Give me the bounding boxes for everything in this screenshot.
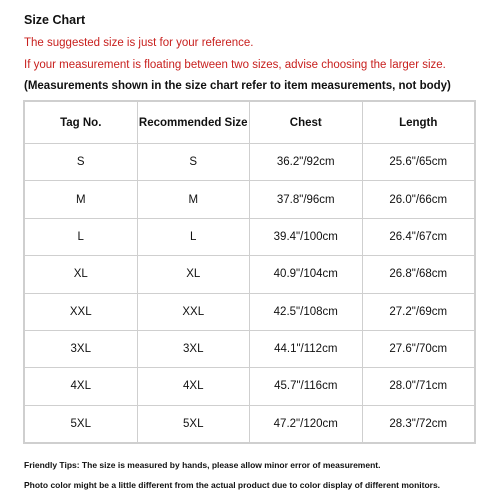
cell-recommended: S <box>137 144 250 181</box>
cell-recommended: 4XL <box>137 368 250 405</box>
friendly-tips: Friendly Tips: The size is measured by hands, please allow minor error of measurement. <box>24 460 381 470</box>
cell-length: 28.0"/71cm <box>362 368 475 405</box>
cell-recommended: 5XL <box>137 405 250 442</box>
cell-tag: M <box>25 181 138 218</box>
cell-chest: 42.5"/108cm <box>250 293 363 330</box>
cell-tag: XXL <box>25 293 138 330</box>
measurement-note: (Measurements shown in the size chart refer to item measurements, not body) <box>24 80 451 92</box>
table-row <box>25 368 475 405</box>
cell-recommended: L <box>137 218 250 255</box>
cell-chest: 36.2"/92cm <box>250 144 363 181</box>
reference-note: The suggested size is just for your reference. <box>24 37 254 49</box>
cell-length: 26.0"/66cm <box>362 181 475 218</box>
header-tag-no: Tag No. <box>25 102 138 144</box>
cell-chest: 40.9"/104cm <box>250 256 363 293</box>
table-row <box>25 405 475 442</box>
table-row <box>25 330 475 367</box>
cell-tag: XL <box>25 256 138 293</box>
table-row <box>25 144 475 181</box>
header-recommended-size: Recommended Size <box>137 102 250 144</box>
size-table <box>23 100 476 444</box>
cell-length: 25.6"/65cm <box>362 144 475 181</box>
header-length: Length <box>362 102 475 144</box>
cell-recommended: 3XL <box>137 330 250 367</box>
table-row <box>25 293 475 330</box>
table-row <box>25 256 475 293</box>
table-row <box>25 181 475 218</box>
page-title: Size Chart <box>24 13 86 27</box>
cell-chest: 44.1"/112cm <box>250 330 363 367</box>
header-chest: Chest <box>250 102 363 144</box>
cell-tag: 5XL <box>25 405 138 442</box>
larger-size-advice: If your measurement is floating between two sizes, advise choosing the larger size. <box>24 59 446 71</box>
cell-tag: 4XL <box>25 368 138 405</box>
cell-length: 28.3"/72cm <box>362 405 475 442</box>
cell-length: 26.8"/68cm <box>362 256 475 293</box>
cell-chest: 39.4"/100cm <box>250 218 363 255</box>
cell-recommended: M <box>137 181 250 218</box>
cell-length: 27.6"/70cm <box>362 330 475 367</box>
table-header-row <box>25 102 475 144</box>
cell-chest: 47.2"/120cm <box>250 405 363 442</box>
cell-recommended: XXL <box>137 293 250 330</box>
cell-recommended: XL <box>137 256 250 293</box>
cell-tag: 3XL <box>25 330 138 367</box>
cell-chest: 45.7"/116cm <box>250 368 363 405</box>
cell-chest: 37.8"/96cm <box>250 181 363 218</box>
color-disclaimer: Photo color might be a little different from the actual product due to color display of different monitors. <box>24 480 441 490</box>
cell-tag: S <box>25 144 138 181</box>
table-row <box>25 218 475 255</box>
cell-length: 26.4"/67cm <box>362 218 475 255</box>
cell-length: 27.2"/69cm <box>362 293 475 330</box>
cell-tag: L <box>25 218 138 255</box>
